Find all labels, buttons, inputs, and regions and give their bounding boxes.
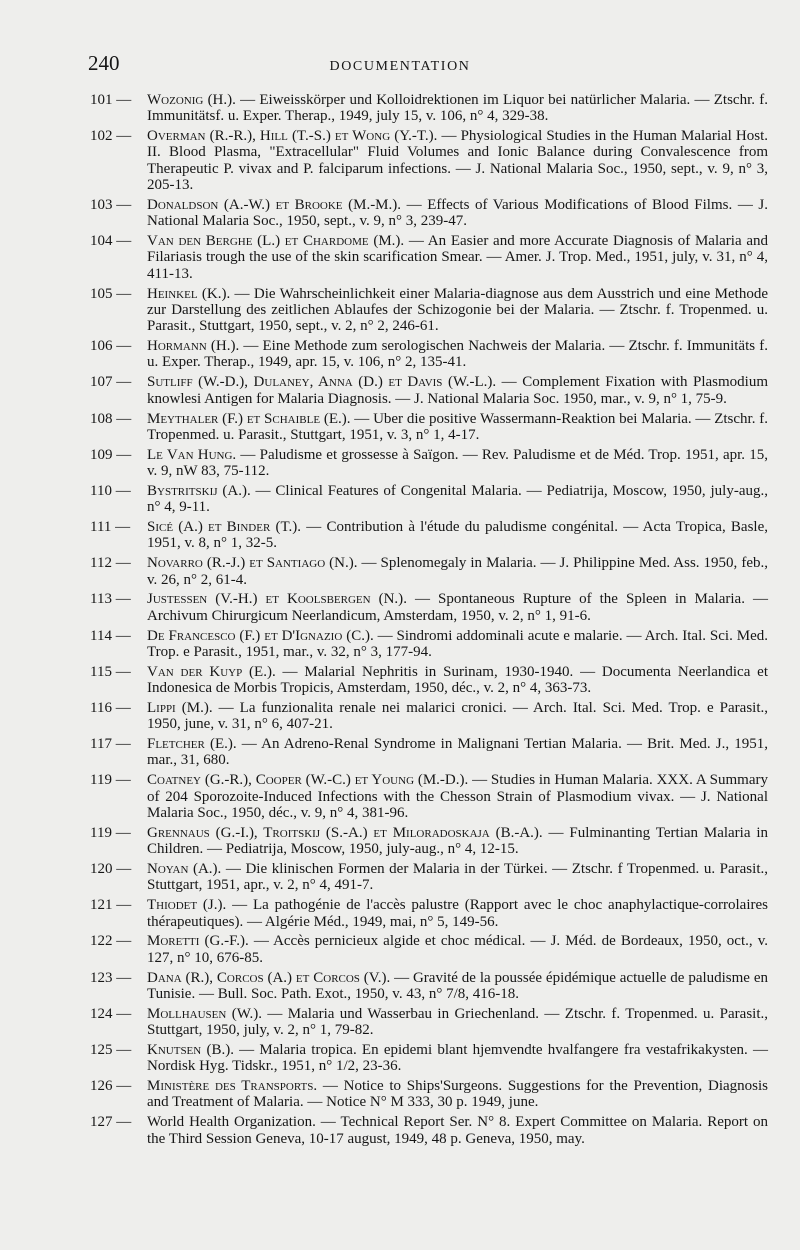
reference-authors: Grennaus (G.-I.), Troitskij (S.-A.) et Miloradoskaja (B.-A.) [147,824,539,841]
reference-authors: Wozonig (H.) [147,92,233,108]
reference-text: . — Die klinischen Formen der Malaria in der Türkei. — Ztschr. f Tropenmed. u. Parasit., Stuttgart, 1951, apr., v. 2, n° 4, 491-7. [147,861,768,894]
reference-entry [90,128,768,193]
reference-text: World Health Organization. — Technical Report Ser. N° 8. Expert Committee on Malaria. Report on the Third Session Geneva, 10-17 august, 1949, 48 p. Geneva, 1950, may. [147,1114,768,1147]
reference-number: 109 — [90,446,132,463]
reference-authors: Moretti (G.-F.) [147,933,245,950]
reference-number: 121 — [90,897,132,914]
reference-entry [90,1006,768,1039]
reference-number: 113 — [90,591,131,608]
reference-text: . — Accès pernicieux algide et choc médical. — J. Méd. de Bordeaux, 1950, oct., v. 127, n° 10, 676-85. [147,933,768,966]
reference-entry [90,483,768,516]
reference-entry [90,197,768,230]
reference-authors: Le Van Hung [147,446,233,463]
reference-authors: Coatney (G.-R.), Cooper (W.-C.) et Young (M.-D.) [147,772,465,789]
reference-authors: De Francesco (F.) et D'Ignazio (C.) [147,627,370,644]
reference-entry [90,92,768,125]
reference-list [90,92,768,1151]
reference-entry [90,338,768,371]
reference-number: 125 — [90,1041,132,1058]
reference-number: 119 — [90,824,131,841]
reference-text: . — Splenomegaly in Malaria. — J. Philippine Med. Ass. 1950, feb., v. 26, n° 2, 61-4. [147,555,768,588]
reference-authors: Justessen (V.-H.) et Koolsbergen (N.) [147,591,404,608]
reference-text: . — La funzionalita renale nei malarici cronici. — Arch. Ital. Sci. Med. Trop. e Parasit., 1950, june, v. 31, n° 6, 407-21. [147,700,768,733]
reference-authors: Lippi (M.) [147,700,209,716]
reference-text: . — Uber die positive Wassermann-Reaktion bei Malaria. — Ztschr. f. Tropenmed. u. Parasit., Stuttgart, 1951, v. 3, n° 1, 4-17. [147,410,768,443]
reference-text: . — Contribution à l'étude du paludisme congénital. — Acta Tropica, Basle, 1951, v. 8, n° 1, 32-5. [147,519,768,552]
reference-text: . — Clinical Features of Congenital Malaria. — Pediatrija, Moscow, 1950, july-aug., n° 4, 9-11. [147,482,768,516]
reference-authors: Meythaler (F.) et Schaible (E.) [147,410,347,427]
reference-entry [90,700,768,733]
reference-entry [90,519,768,552]
reference-authors: Bystritskij (A.) [147,482,247,499]
reference-number: 106 — [90,338,132,355]
reference-entry [90,233,768,282]
reference-number: 120 — [90,861,132,878]
reference-number: 114 — [90,627,131,644]
reference-text: . — Notice to Ships'Surgeons. Suggestions for the Prevention, Diagnosis and Treatment of Malaria. — Notice N° M 333, 30 p. 1949, june. [147,1078,769,1111]
reference-authors: Noyan (A.) [147,861,218,878]
reference-text: . — Paludisme et grossesse à Saïgon. — Rev. Paludisme et de Méd. Trop. 1951, apr. 15, v. 9, nW 83, 75-112. [147,446,768,479]
reference-text: . — Malaria und Wasserbau in Griechenland. — Ztschr. f. Tropenmed. u. Parasit., Stuttgart, 1950, july, v. 2, n° 1, 79-82. [147,1005,768,1039]
reference-text: . — Sindromi addominali acute e malarie. — Arch. Ital. Sci. Med. Trop. e Parasit., 1951, mar., v. 32, n° 3, 177-94. [147,627,769,660]
reference-text: . — Malaria tropica. En epidemi blant hjemvendte hvalfangere fra vestafrikakysten. — Nordisk Hyg. Tidskr., 1951, n° 1/2, 23-36. [147,1041,768,1075]
reference-authors: Mollhausen (W.) [147,1005,259,1022]
reference-text: . — Physiological Studies in the Human Malarial Host. II. Blood Plasma, "Extracellular" Fluid Volumes and Ionic Balance during Convalescence from Therapeutic P. vivax and P. falciparum infections. — J. National Malaria Soc., 1950, sept., v. 9, n° 3, 205-13. [147,128,768,194]
reference-number: 101 — [90,92,132,108]
reference-authors: Sicé (A.) et Binder (T.) [147,519,298,536]
reference-text: . — Gravité de la poussée épidémique actuelle de paludisme en Tunisie. — Bull. Soc. Path. Exot., 1950, v. 43, n° 7/8, 416-18. [147,969,769,1002]
reference-entry [90,555,768,588]
reference-entry [90,286,768,335]
reference-entry [90,411,768,444]
reference-entry [90,772,768,821]
reference-entry [90,447,768,480]
reference-authors: Ministère des Transports [147,1078,314,1095]
reference-entry [90,861,768,894]
reference-authors: Knutsen (B.) [147,1041,231,1058]
reference-entry [90,628,768,661]
reference-entry [90,1042,768,1075]
reference-entry [90,1114,768,1147]
reference-text: . — Studies in Human Malaria. XXX. A Summary of 204 Sporozoite-Induced Infections with the Chesson Strain of Plasmodium vivax. — J. National Malaria Soc., 1950, déc., v. 9, n° 4, 381-96. [147,772,768,821]
reference-authors: Novarro (R.-J.) et Santiago (N.) [147,555,354,572]
reference-number: 112 — [90,555,131,572]
reference-authors: Van der Kuyp (E.) [147,663,272,680]
reference-number: 103 — [90,196,132,213]
reference-entry [90,664,768,697]
reference-text: . — Fulminanting Tertian Malaria in Children. — Pediatrija, Moscow, 1950, july-aug., n° 4, 12-15. [147,824,768,858]
reference-text: . — Complement Fixation with Plasmodium knowlesi Antigen for Malaria Diagnosis. — J. National Malaria Soc. 1950, mar., v. 9, n° 1, 75-9. [147,374,768,407]
reference-number: 116 — [90,700,131,716]
reference-text: . — Malarial Nephritis in Surinam, 1930-1940. — Documenta Neerlandica et Indonesica de Morbis Tropicis, Amsterdam, 1950, déc., v. 2, n° 4, 363-73. [147,663,769,697]
reference-entry [90,591,768,624]
reference-text: . — An Adreno-Renal Syndrome in Malignani Tertian Malaria. — Brit. Med. J., 1951, mar., 31, 680. [147,736,768,769]
reference-entry [90,1078,768,1111]
reference-number: 104 — [90,233,132,250]
reference-entry [90,897,768,930]
reference-entry [90,970,768,1003]
reference-text: . — Spontaneous Rupture of the Spleen in Malaria. — Archivum Chirurgicum Neerlandicum, Amsterdam, 1950, v. 2, n° 1, 91-6. [147,591,768,624]
page-number: 240 [88,51,120,75]
reference-number: 102 — [90,128,132,145]
reference-number: 117 — [90,736,131,753]
reference-authors: Fletcher (E.) [147,736,233,753]
reference-entry [90,736,768,769]
reference-number: 115 — [90,663,131,680]
reference-text: . — Eine Methode zum serologischen Nachweis der Malaria. — Ztschr. f. Immunitäts f. u. Exper. Therap., 1949, apr. 15, v. 106, n° 2, 135-41. [147,338,768,371]
reference-authors: Donaldson (A.-W.) et Brooke (M.-M.) [147,196,398,213]
reference-number: 108 — [90,410,132,427]
reference-text: . — Die Wahrscheinlichkeit einer Malaria-diagnose aus dem Ausstrich und eine Methode zur Darstellung des zeitlichen Ablaufes der Schizogonie bei der Malaria. — Ztschr. f. Tropenmed. u. Parasit., Stuttgart, 1950, sept., v. 2, n° 2, 246-61. [147,285,768,335]
reference-entry [90,374,768,407]
reference-number: 124 — [90,1005,132,1022]
reference-number: 122 — [90,933,132,950]
reference-entry [90,933,768,966]
reference-number: 105 — [90,285,132,302]
reference-text: . — Eiweisskörper und Kolloidrektionen im Liquor bei natürlicher Malaria. — Ztschr. f. Immunitätsf. u. Exper. Therap., 1949, july 15, v. 106, n° 4, 329-38. [147,92,768,125]
reference-entry [90,825,768,858]
reference-authors: Thiodet (J.) [147,897,223,914]
reference-authors: Overman (R.-R.), Hill (T.-S.) et Wong (Y.-T.) [147,128,434,145]
reference-authors: Sutliff (W.-D.), Dulaney, Anna (D.) et Davis (W.-L.) [147,374,493,391]
reference-authors: Hormann (H.) [147,338,236,355]
reference-number: 123 — [90,969,132,986]
reference-authors: Dana (R.), Corcos (A.) et Corcos (V.) [147,969,387,986]
reference-number: 110 — [90,482,131,499]
reference-number: 127 — [90,1114,132,1131]
reference-authors: Van den Berghe (L.) et Chardome (M.) [147,233,401,250]
reference-text: . — Effects of Various Modifications of Blood Films. — J. National Malaria Soc., 1950, sept., v. 9, n° 3, 239-47. [147,196,768,230]
reference-number: 111 — [90,519,131,536]
reference-text: . — An Easier and more Accurate Diagnosis of Malaria and Filariasis trough the use of the skin scarification Smear. — Amer. J. Trop. Med., 1951, july, v. 31, n° 4, 411-13. [147,233,768,282]
reference-number: 126 — [90,1078,132,1095]
reference-number: 119 — [90,772,131,789]
reference-number: 107 — [90,374,132,391]
reference-text: . — La pathogénie de l'accès palustre (Rapport avec le choc anaphylactique-corrolaires thérapeutiques). — Algérie Méd., 1949, mai, n° 5, 149-56. [147,897,768,930]
running-head: DOCUMENTATION [329,59,471,74]
reference-authors: Heinkel (K.) [147,285,227,302]
